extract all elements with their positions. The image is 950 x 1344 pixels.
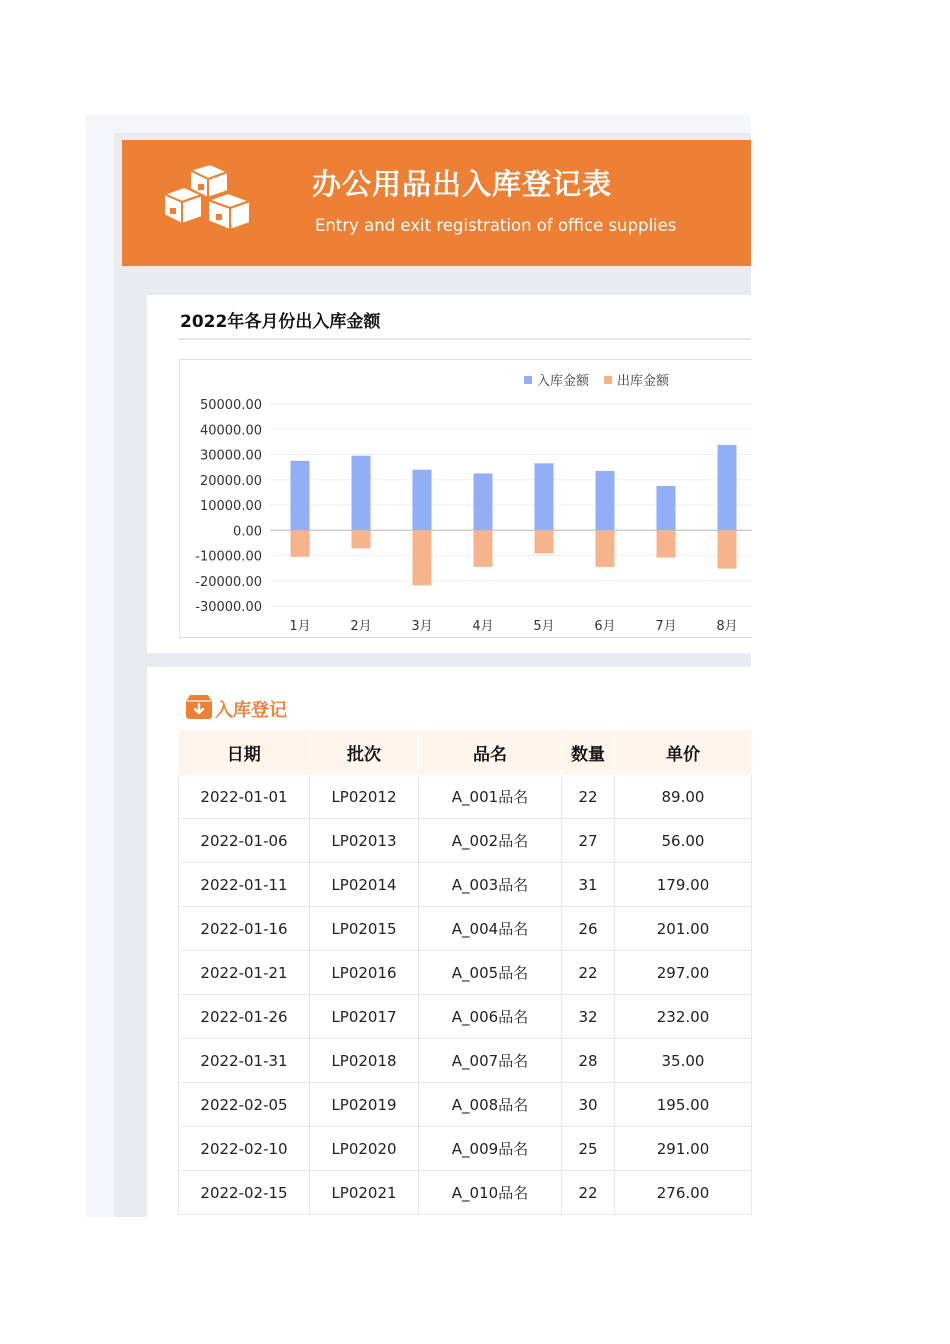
cell-quantity: 25 [562,1127,615,1171]
cell-product: A_006品名 [419,995,562,1039]
cell-batch: LP02021 [310,1171,419,1215]
legend-label: 出库金额 [617,374,670,389]
x-tick-label: 8月 [716,619,738,634]
bar-inbound [291,461,310,530]
cell-quantity: 28 [562,1039,615,1083]
cell-quantity: 22 [562,951,615,995]
y-tick-label: 30000.00 [199,448,262,464]
column-header-product: 品名 [419,730,562,775]
y-tick-label: 10000.00 [199,499,262,514]
cell-product: A_008品名 [419,1083,562,1127]
chart-container [179,359,752,638]
cell-product: A_007品名 [419,1039,562,1083]
bar-inbound [474,473,493,530]
cell-date: 2022-01-21 [179,951,310,995]
cell-batch: LP02017 [310,995,419,1039]
table-row [179,775,752,819]
cell-price: 297.00 [615,951,752,995]
y-tick-label: -10000.00 [195,549,262,565]
cell-price: 291.00 [615,1127,752,1171]
cell-quantity: 22 [562,775,615,819]
x-tick-label: 1月 [289,619,311,634]
table-row [179,1171,752,1215]
bar-outbound [718,530,737,568]
column-header-quantity: 数量 [562,730,615,775]
bar-inbound [413,470,432,531]
cell-product: A_001品名 [419,775,562,819]
x-tick-label: 2月 [350,619,372,634]
cell-quantity: 27 [562,819,615,863]
cell-product: A_004品名 [419,907,562,951]
table-row [179,907,752,951]
table-row [179,951,752,995]
bar-inbound [352,456,371,530]
cell-batch: LP02012 [310,775,419,819]
cell-batch: LP02014 [310,863,419,907]
cell-date: 2022-02-05 [179,1083,310,1127]
bar-inbound [718,445,737,530]
cell-price: 35.00 [615,1039,752,1083]
cell-product: A_009品名 [419,1127,562,1171]
cell-quantity: 26 [562,907,615,951]
y-tick-label: 40000.00 [199,423,262,439]
divider [178,338,751,340]
column-header-batch: 批次 [310,730,419,775]
table-row [179,1083,752,1127]
cell-date: 2022-01-31 [179,1039,310,1083]
section-title: 入库登记 [215,700,287,721]
registration-panel [147,667,751,1217]
cell-quantity: 30 [562,1083,615,1127]
y-tick-label: 50000.00 [199,398,262,413]
cell-price: 56.00 [615,819,752,863]
cell-product: A_003品名 [419,863,562,907]
bar-chart [180,360,752,637]
y-tick-label: -20000.00 [195,574,262,590]
cell-batch: LP02016 [310,951,419,995]
cell-batch: LP02015 [310,907,419,951]
chart-panel [147,295,751,653]
x-tick-label: 4月 [472,619,494,634]
table-row [179,1127,752,1171]
page-subtitle: Entry and exit registration of office supplies [315,216,677,235]
y-tick-label: 20000.00 [199,473,262,489]
cell-date: 2022-01-26 [179,995,310,1039]
legend-label: 入库金额 [537,374,590,389]
column-header-date: 日期 [179,730,310,775]
table-row [179,995,752,1039]
cell-date: 2022-01-06 [179,819,310,863]
cell-batch: LP02020 [310,1127,419,1171]
bar-outbound [474,530,493,567]
cell-quantity: 22 [562,1171,615,1215]
y-tick-label: 0.00 [233,524,262,540]
page-title: 办公用品出入库登记表 [312,167,613,201]
cell-price: 232.00 [615,995,752,1039]
table-header-row [179,730,752,775]
bar-inbound [657,486,676,530]
bar-outbound [596,530,615,567]
cell-quantity: 32 [562,995,615,1039]
registration-table [178,730,752,1215]
column-header-price: 单价 [615,730,752,775]
legend-swatch [524,376,532,384]
cell-price: 195.00 [615,1083,752,1127]
cell-batch: LP02013 [310,819,419,863]
cell-price: 179.00 [615,863,752,907]
cell-price: 201.00 [615,907,752,951]
bar-inbound [535,463,554,530]
section-header [185,695,287,723]
x-tick-label: 7月 [655,619,677,634]
cell-price: 276.00 [615,1171,752,1215]
table-row [179,863,752,907]
x-tick-label: 6月 [594,619,616,634]
cell-product: A_010品名 [419,1171,562,1215]
cell-date: 2022-02-10 [179,1127,310,1171]
boxes-icon [160,164,256,244]
table-row [179,819,752,863]
bar-outbound [413,530,432,585]
cell-product: A_002品名 [419,819,562,863]
cell-date: 2022-02-15 [179,1171,310,1215]
inbox-download-icon [185,694,213,724]
legend-swatch [604,376,612,384]
x-tick-label: 5月 [533,619,555,634]
bar-inbound [596,471,615,530]
cell-batch: LP02019 [310,1083,419,1127]
chart-section-title: 2022年各月份出入库金额 [180,312,381,332]
bar-outbound [352,530,371,548]
table-row [179,1039,752,1083]
bar-outbound [291,530,310,557]
cell-date: 2022-01-16 [179,907,310,951]
cell-date: 2022-01-01 [179,775,310,819]
bar-outbound [657,530,676,557]
cell-price: 89.00 [615,775,752,819]
cell-product: A_005品名 [419,951,562,995]
x-tick-label: 3月 [411,619,433,634]
cell-quantity: 31 [562,863,615,907]
y-tick-label: -30000.00 [195,600,262,615]
cell-date: 2022-01-11 [179,863,310,907]
bar-outbound [535,530,554,553]
cell-batch: LP02018 [310,1039,419,1083]
header-banner [122,140,751,266]
